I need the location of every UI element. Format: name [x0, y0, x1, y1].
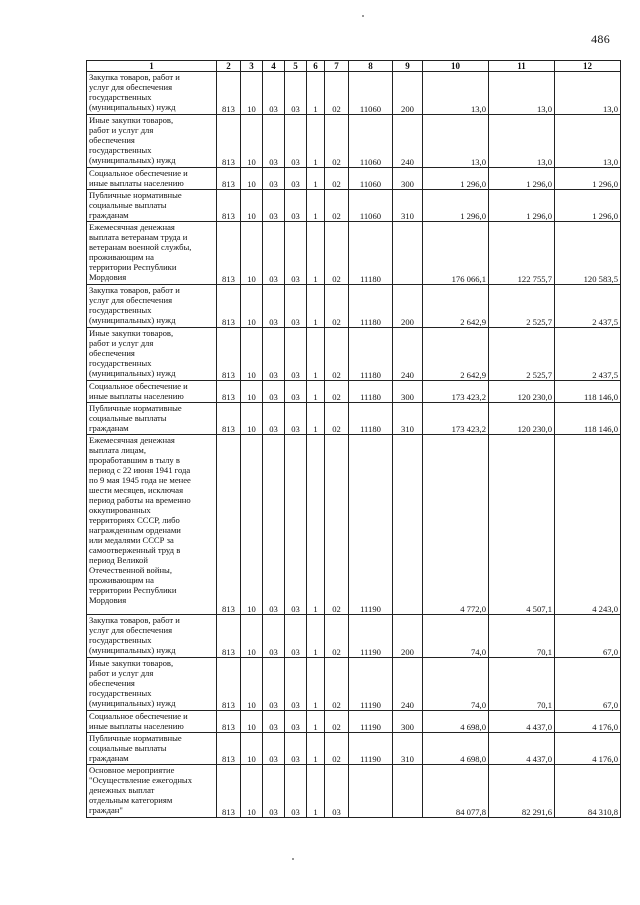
cell-c10: 84 077,8 [423, 765, 489, 818]
row-name: Закупка товаров, работ и услуг для обеспечения государственных (муниципальных) нужд [87, 72, 217, 115]
cell-c6: 1 [307, 285, 325, 328]
cell-c11: 70,1 [489, 658, 555, 711]
cell-c6: 1 [307, 168, 325, 190]
table-row [87, 658, 621, 711]
cell-c11: 1 296,0 [489, 190, 555, 222]
cell-c5: 03 [285, 72, 307, 115]
cell-c4: 03 [263, 285, 285, 328]
cell-c12: 118 146,0 [555, 381, 621, 403]
cell-c5: 03 [285, 285, 307, 328]
cell-c6: 1 [307, 72, 325, 115]
header-cell: 4 [263, 61, 285, 72]
cell-c5: 03 [285, 435, 307, 615]
cell-c11: 82 291,6 [489, 765, 555, 818]
cell-c10: 4 772,0 [423, 435, 489, 615]
row-name: Публичные нормативные социальные выплаты гражданам [87, 190, 217, 222]
cell-c12: 13,0 [555, 115, 621, 168]
cell-c2: 813 [217, 658, 241, 711]
cell-c11: 4 507,1 [489, 435, 555, 615]
cell-c5: 03 [285, 658, 307, 711]
row-name: Социальное обеспечение и иные выплаты населению [87, 711, 217, 733]
cell-c8: 11180 [349, 381, 393, 403]
cell-c3: 10 [241, 222, 263, 285]
cell-c2: 813 [217, 381, 241, 403]
header-cell: 8 [349, 61, 393, 72]
table-row [87, 381, 621, 403]
cell-c9 [393, 222, 423, 285]
row-name: Ежемесячная денежная выплата ветеранам труда и ветеранам военной службы, проживающим на территории Республики Мордовия [87, 222, 217, 285]
cell-c11: 120 230,0 [489, 381, 555, 403]
row-name: Социальное обеспечение и иные выплаты населению [87, 381, 217, 403]
cell-c2: 813 [217, 435, 241, 615]
cell-c12: 1 296,0 [555, 190, 621, 222]
header-cell: 1 [87, 61, 217, 72]
cell-c9: 300 [393, 381, 423, 403]
cell-c9: 310 [393, 733, 423, 765]
cell-c3: 10 [241, 328, 263, 381]
row-name: Закупка товаров, работ и услуг для обеспечения государственных (муниципальных) нужд [87, 615, 217, 658]
cell-c4: 03 [263, 765, 285, 818]
cell-c5: 03 [285, 328, 307, 381]
header-cell: 6 [307, 61, 325, 72]
header-cell: 7 [325, 61, 349, 72]
cell-c2: 813 [217, 328, 241, 381]
cell-c10: 1 296,0 [423, 190, 489, 222]
cell-c4: 03 [263, 328, 285, 381]
cell-c8: 11190 [349, 615, 393, 658]
table-row [87, 733, 621, 765]
cell-c3: 10 [241, 733, 263, 765]
cell-c8: 11180 [349, 285, 393, 328]
scan-speck [292, 858, 294, 860]
cell-c2: 813 [217, 765, 241, 818]
cell-c6: 1 [307, 765, 325, 818]
cell-c6: 1 [307, 733, 325, 765]
cell-c4: 03 [263, 115, 285, 168]
header-cell: 2 [217, 61, 241, 72]
cell-c8: 11060 [349, 72, 393, 115]
cell-c9: 240 [393, 115, 423, 168]
table-row [87, 168, 621, 190]
cell-c3: 10 [241, 115, 263, 168]
cell-c6: 1 [307, 711, 325, 733]
cell-c11: 2 525,7 [489, 328, 555, 381]
cell-c9: 200 [393, 72, 423, 115]
table-row [87, 435, 621, 615]
cell-c8: 11180 [349, 328, 393, 381]
cell-c7: 02 [325, 435, 349, 615]
cell-c7: 02 [325, 615, 349, 658]
cell-c10: 173 423,2 [423, 381, 489, 403]
cell-c12: 2 437,5 [555, 328, 621, 381]
cell-c6: 1 [307, 615, 325, 658]
cell-c2: 813 [217, 733, 241, 765]
cell-c7: 02 [325, 72, 349, 115]
cell-c3: 10 [241, 285, 263, 328]
cell-c10: 173 423,2 [423, 403, 489, 435]
cell-c4: 03 [263, 615, 285, 658]
cell-c7: 02 [325, 658, 349, 711]
cell-c9: 310 [393, 403, 423, 435]
cell-c4: 03 [263, 168, 285, 190]
cell-c10: 2 642,9 [423, 328, 489, 381]
cell-c6: 1 [307, 381, 325, 403]
header-row [87, 61, 621, 72]
cell-c7: 02 [325, 403, 349, 435]
cell-c8 [349, 765, 393, 818]
table-row [87, 222, 621, 285]
row-name: Публичные нормативные социальные выплаты гражданам [87, 733, 217, 765]
cell-c5: 03 [285, 615, 307, 658]
table-row [87, 403, 621, 435]
cell-c2: 813 [217, 72, 241, 115]
scan-speck [362, 15, 364, 17]
cell-c8: 11060 [349, 168, 393, 190]
cell-c3: 10 [241, 190, 263, 222]
cell-c2: 813 [217, 711, 241, 733]
cell-c4: 03 [263, 733, 285, 765]
cell-c8: 11180 [349, 222, 393, 285]
cell-c5: 03 [285, 115, 307, 168]
cell-c12: 1 296,0 [555, 168, 621, 190]
cell-c4: 03 [263, 222, 285, 285]
cell-c9 [393, 435, 423, 615]
cell-c7: 02 [325, 381, 349, 403]
cell-c7: 02 [325, 190, 349, 222]
row-name: Иные закупки товаров, работ и услуг для обеспечения государственных (муниципальных) нужд [87, 328, 217, 381]
cell-c2: 813 [217, 115, 241, 168]
header-cell: 3 [241, 61, 263, 72]
cell-c9: 310 [393, 190, 423, 222]
cell-c6: 1 [307, 328, 325, 381]
header-cell: 12 [555, 61, 621, 72]
cell-c12: 118 146,0 [555, 403, 621, 435]
header-cell: 11 [489, 61, 555, 72]
cell-c9: 200 [393, 615, 423, 658]
header-cell: 10 [423, 61, 489, 72]
cell-c2: 813 [217, 168, 241, 190]
cell-c6: 1 [307, 658, 325, 711]
page-number: 486 [591, 32, 610, 46]
table-row [87, 115, 621, 168]
cell-c4: 03 [263, 435, 285, 615]
cell-c3: 10 [241, 765, 263, 818]
cell-c3: 10 [241, 168, 263, 190]
cell-c2: 813 [217, 615, 241, 658]
row-name: Закупка товаров, работ и услуг для обеспечения государственных (муниципальных) нужд [87, 285, 217, 328]
cell-c11: 1 296,0 [489, 168, 555, 190]
table-row [87, 765, 621, 818]
cell-c5: 03 [285, 190, 307, 222]
cell-c3: 10 [241, 615, 263, 658]
row-name: Основное мероприятие "Осуществление ежегодных денежных выплат отдельным категориям граждан" [87, 765, 217, 818]
table-row [87, 711, 621, 733]
cell-c3: 10 [241, 381, 263, 403]
cell-c6: 1 [307, 190, 325, 222]
cell-c2: 813 [217, 222, 241, 285]
cell-c7: 02 [325, 222, 349, 285]
cell-c2: 813 [217, 285, 241, 328]
cell-c9: 240 [393, 328, 423, 381]
cell-c6: 1 [307, 435, 325, 615]
cell-c11: 70,1 [489, 615, 555, 658]
cell-c7: 02 [325, 711, 349, 733]
budget-table [86, 60, 621, 818]
cell-c8: 11190 [349, 658, 393, 711]
cell-c12: 67,0 [555, 615, 621, 658]
table-row [87, 72, 621, 115]
cell-c5: 03 [285, 403, 307, 435]
cell-c5: 03 [285, 381, 307, 403]
cell-c3: 10 [241, 403, 263, 435]
cell-c4: 03 [263, 381, 285, 403]
cell-c8: 11190 [349, 711, 393, 733]
cell-c10: 4 698,0 [423, 711, 489, 733]
cell-c5: 03 [285, 222, 307, 285]
cell-c7: 02 [325, 168, 349, 190]
cell-c4: 03 [263, 711, 285, 733]
header-cell: 9 [393, 61, 423, 72]
table-row [87, 285, 621, 328]
cell-c7: 02 [325, 285, 349, 328]
table-row [87, 328, 621, 381]
cell-c11: 13,0 [489, 72, 555, 115]
row-name: Ежемесячная денежная выплата лицам, проработавшим в тылу в период с 22 июня 1941 года по 9 мая 1945 года не менее шести месяцев, исключая период работы на временно оккупированных территориях СССР, либо награжденным орденами или медалями СССР за самоотверженный труд в период Великой Отечественной войны, проживающим на территории Республики Мордовия [87, 435, 217, 615]
cell-c8: 11180 [349, 403, 393, 435]
cell-c12: 84 310,8 [555, 765, 621, 818]
cell-c9: 300 [393, 168, 423, 190]
row-name: Иные закупки товаров, работ и услуг для обеспечения государственных (муниципальных) нужд [87, 658, 217, 711]
cell-c9 [393, 765, 423, 818]
cell-c6: 1 [307, 403, 325, 435]
row-name: Социальное обеспечение и иные выплаты населению [87, 168, 217, 190]
cell-c4: 03 [263, 72, 285, 115]
cell-c3: 10 [241, 72, 263, 115]
cell-c9: 200 [393, 285, 423, 328]
cell-c7: 02 [325, 115, 349, 168]
cell-c6: 1 [307, 115, 325, 168]
cell-c10: 176 066,1 [423, 222, 489, 285]
cell-c5: 03 [285, 733, 307, 765]
row-name: Иные закупки товаров, работ и услуг для обеспечения государственных (муниципальных) нужд [87, 115, 217, 168]
cell-c3: 10 [241, 435, 263, 615]
cell-c6: 1 [307, 222, 325, 285]
cell-c11: 122 755,7 [489, 222, 555, 285]
cell-c8: 11190 [349, 435, 393, 615]
cell-c8: 11060 [349, 115, 393, 168]
cell-c12: 4 243,0 [555, 435, 621, 615]
cell-c12: 13,0 [555, 72, 621, 115]
cell-c11: 4 437,0 [489, 733, 555, 765]
cell-c11: 4 437,0 [489, 711, 555, 733]
cell-c10: 13,0 [423, 72, 489, 115]
cell-c4: 03 [263, 403, 285, 435]
cell-c4: 03 [263, 658, 285, 711]
cell-c8: 11190 [349, 733, 393, 765]
cell-c10: 74,0 [423, 658, 489, 711]
cell-c2: 813 [217, 403, 241, 435]
cell-c12: 4 176,0 [555, 733, 621, 765]
cell-c5: 03 [285, 765, 307, 818]
cell-c10: 13,0 [423, 115, 489, 168]
header-cell: 5 [285, 61, 307, 72]
cell-c7: 02 [325, 328, 349, 381]
cell-c11: 13,0 [489, 115, 555, 168]
cell-c7: 02 [325, 733, 349, 765]
cell-c7: 03 [325, 765, 349, 818]
cell-c10: 1 296,0 [423, 168, 489, 190]
cell-c10: 74,0 [423, 615, 489, 658]
cell-c12: 67,0 [555, 658, 621, 711]
cell-c12: 4 176,0 [555, 711, 621, 733]
cell-c9: 240 [393, 658, 423, 711]
table-row [87, 190, 621, 222]
cell-c10: 4 698,0 [423, 733, 489, 765]
cell-c2: 813 [217, 190, 241, 222]
cell-c11: 120 230,0 [489, 403, 555, 435]
table-row [87, 615, 621, 658]
cell-c9: 300 [393, 711, 423, 733]
row-name: Публичные нормативные социальные выплаты гражданам [87, 403, 217, 435]
cell-c4: 03 [263, 190, 285, 222]
cell-c5: 03 [285, 168, 307, 190]
cell-c3: 10 [241, 711, 263, 733]
cell-c11: 2 525,7 [489, 285, 555, 328]
cell-c5: 03 [285, 711, 307, 733]
cell-c3: 10 [241, 658, 263, 711]
cell-c10: 2 642,9 [423, 285, 489, 328]
cell-c12: 120 583,5 [555, 222, 621, 285]
cell-c12: 2 437,5 [555, 285, 621, 328]
cell-c8: 11060 [349, 190, 393, 222]
